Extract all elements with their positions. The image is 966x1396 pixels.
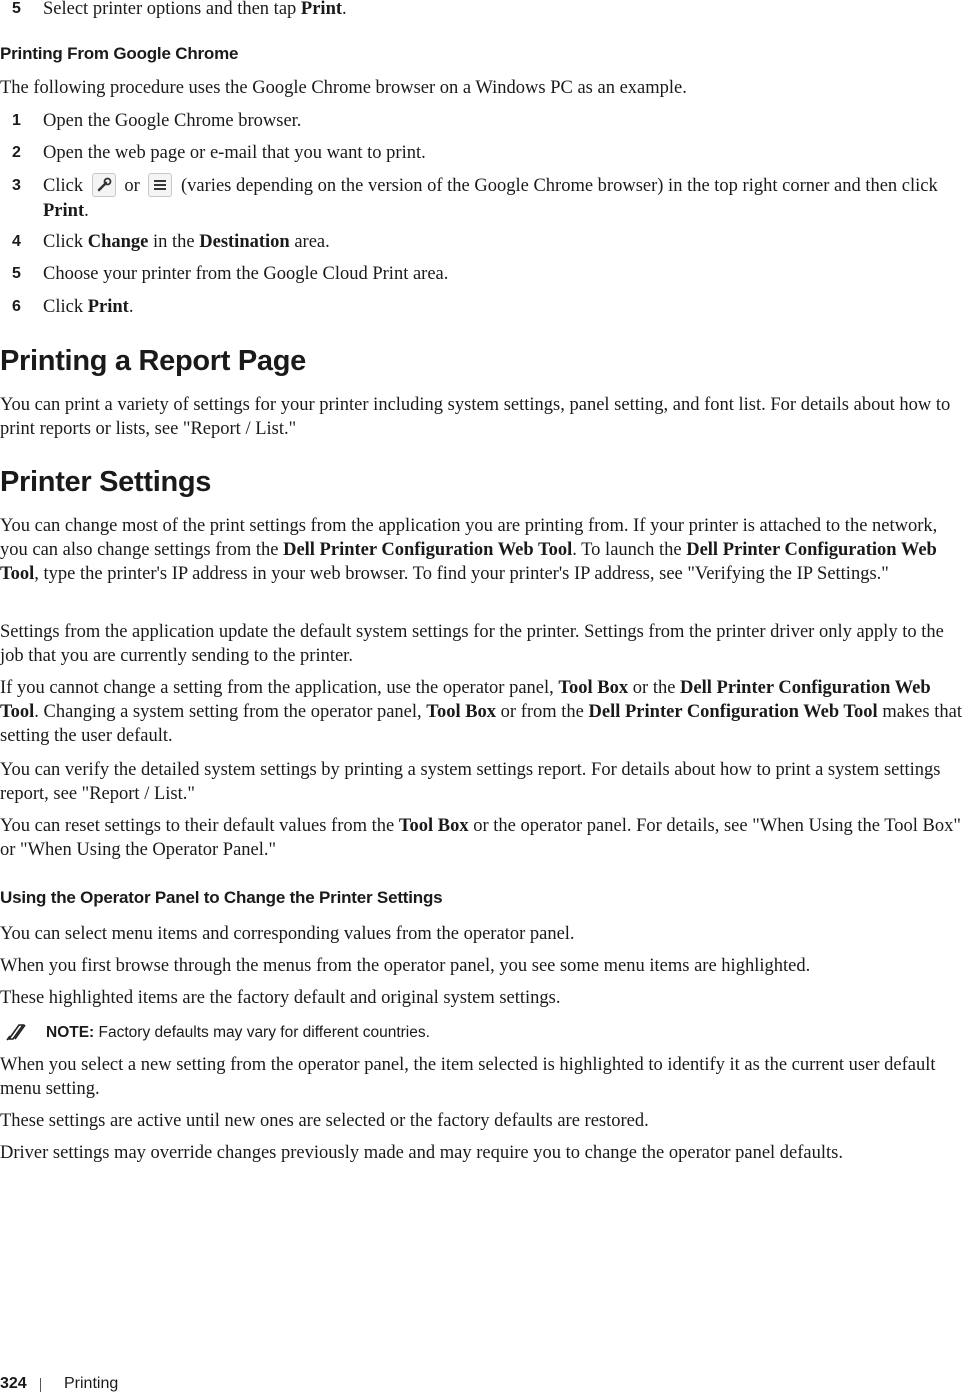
paragraph: Driver settings may override changes previously made and may require you to change the operator panel defaults. (0, 1143, 843, 1163)
step-text (43, 0, 966, 21)
settings-paragraph-2 (0, 620, 966, 668)
step-text-part: Select printer options and then tap (43, 0, 301, 19)
paragraph: These settings are active until new ones are selected or the factory defaults are restored. (0, 1111, 649, 1131)
step-text-part: or (119, 176, 145, 196)
step-text: Choose your printer from the Google Cloud Print area. (43, 264, 449, 284)
operator-paragraph-6 (0, 1141, 966, 1165)
text-run: or the operator panel. For details, see "When Using the Tool Box" or "When Using the Operator Panel." (0, 816, 961, 860)
operator-paragraph-3 (0, 986, 966, 1010)
bold-term: Tool Box (558, 678, 629, 698)
step-item (0, 262, 966, 286)
section-heading-settings (0, 466, 966, 499)
step-text-part: (varies depending on the version of the Google Chrome browser) in the top right corner and then click (176, 176, 938, 196)
section-name: Printing (64, 1375, 119, 1392)
step-text-part: . (84, 200, 89, 221)
heading-text: Using the Operator Panel to Change the Printer Settings (0, 888, 443, 907)
step-text-part: Click (43, 297, 88, 317)
page-footer (0, 1372, 300, 1396)
bold-term: Print (87, 297, 129, 317)
step-number: 5 (12, 0, 21, 17)
operator-paragraph-1 (0, 922, 966, 946)
footer-divider (40, 1378, 41, 1392)
step-number: 1 (12, 112, 21, 129)
step-item (0, 295, 966, 319)
step-item (0, 0, 966, 21)
step-text (43, 174, 966, 223)
step-text (43, 230, 966, 254)
paragraph: These highlighted items are the factory default and original system settings. (0, 988, 561, 1008)
note-text (46, 1021, 430, 1045)
bold-term: Tool Box (398, 816, 469, 836)
step-text: Open the Google Chrome browser. (43, 111, 302, 131)
paragraph (0, 514, 966, 586)
text-run: . Changing a system setting from the operator panel, (34, 702, 427, 722)
step-number: 4 (12, 233, 21, 250)
section-heading-chrome (0, 44, 966, 64)
text-run: If you cannot change a setting from the application, use the operator panel, (0, 678, 559, 698)
step-item (0, 109, 966, 133)
bold-term: Change (87, 232, 149, 252)
bold-term: Print (43, 200, 85, 221)
note-label: NOTE: (46, 1024, 95, 1041)
text-run: or the (628, 678, 681, 698)
text-run: You can reset settings to their default values from the (0, 816, 399, 836)
heading-text: Printing a Report Page (0, 345, 306, 377)
step-number: 2 (12, 144, 21, 161)
text-run: . To launch the (572, 540, 687, 560)
text-run: , type the printer's IP address in your web browser. To find your printer's IP address, see "Verifying the IP Settings." (34, 564, 889, 584)
heading-text: Printer Settings (0, 466, 212, 498)
section-heading-operator (0, 888, 966, 908)
step-text-part: area. (289, 232, 330, 252)
operator-paragraph-4 (0, 1053, 966, 1101)
step-item (0, 141, 966, 165)
step-text (43, 295, 966, 319)
paragraph: You can select menu items and corresponding values from the operator panel. (0, 924, 575, 944)
page-number: 324 (0, 1375, 27, 1392)
note-callout (0, 1021, 966, 1045)
bold-term: Tool Box (426, 702, 497, 722)
operator-paragraph-2 (0, 954, 966, 978)
paragraph: When you first browse through the menus from the operator panel, you see some menu items are highlighted. (0, 956, 811, 976)
bold-term: Dell Printer Configuration Web Tool (0, 678, 931, 722)
bold-term: Dell Printer Configuration Web Tool (283, 540, 573, 560)
heading-text: Printing From Google Chrome (0, 44, 239, 63)
paragraph: You can verify the detailed system settings by printing a system settings report. For details about how to print a system settings report, see "Report / List." (0, 760, 941, 804)
step-item (0, 174, 966, 223)
paragraph: Settings from the application update the default system settings for the printer. Settings from the printer driver only apply to the job that you are currently sending to the printer. (0, 622, 944, 666)
step-item (0, 230, 966, 254)
settings-paragraph-4 (0, 758, 966, 806)
step-number: 3 (12, 177, 21, 194)
bold-term: Dell Printer Configuration Web Tool (0, 540, 937, 584)
settings-paragraph-5 (0, 814, 966, 862)
bold-term: Print (300, 0, 343, 19)
operator-paragraph-5 (0, 1109, 966, 1133)
bold-term: Dell Printer Configuration Web Tool (588, 702, 878, 722)
chrome-intro (0, 76, 966, 100)
paragraph: The following procedure uses the Google Chrome browser on a Windows PC as an example. (0, 78, 687, 98)
step-number: 5 (12, 265, 21, 282)
step-text-part: in the (148, 232, 200, 252)
settings-paragraph-1 (0, 514, 966, 586)
step-text-part: Click (43, 232, 88, 252)
paragraph (0, 676, 966, 748)
wrench-icon (92, 173, 116, 197)
text-run: or from the (496, 702, 589, 722)
bold-term: Destination (199, 232, 290, 252)
text-run: You can change most of the print settings from the application you are printing from. If your printer is attached to the network, you can also change settings from the (0, 516, 938, 560)
report-paragraph (0, 393, 966, 441)
step-text-part: Click (43, 176, 88, 196)
step-text-part: . (128, 297, 134, 317)
settings-paragraph-3 (0, 676, 966, 748)
paragraph: You can print a variety of settings for your printer including system settings, panel setting, and font list. For details about how to print reports or lists, see "Report / List." (0, 395, 951, 439)
section-heading-report (0, 345, 966, 378)
paragraph (0, 814, 966, 862)
step-text: Open the web page or e-mail that you want to print. (43, 143, 426, 163)
pencil-note-icon (4, 1021, 30, 1051)
step-text-part: . (342, 0, 347, 19)
paragraph: When you select a new setting from the operator panel, the item selected is highlighted to identify it as the current user default menu setting. (0, 1055, 936, 1099)
note-body: Factory defaults may vary for different countries. (94, 1024, 430, 1041)
menu-icon (148, 173, 172, 197)
text-run: makes that setting the user default. (0, 702, 962, 746)
step-number: 6 (12, 298, 21, 315)
